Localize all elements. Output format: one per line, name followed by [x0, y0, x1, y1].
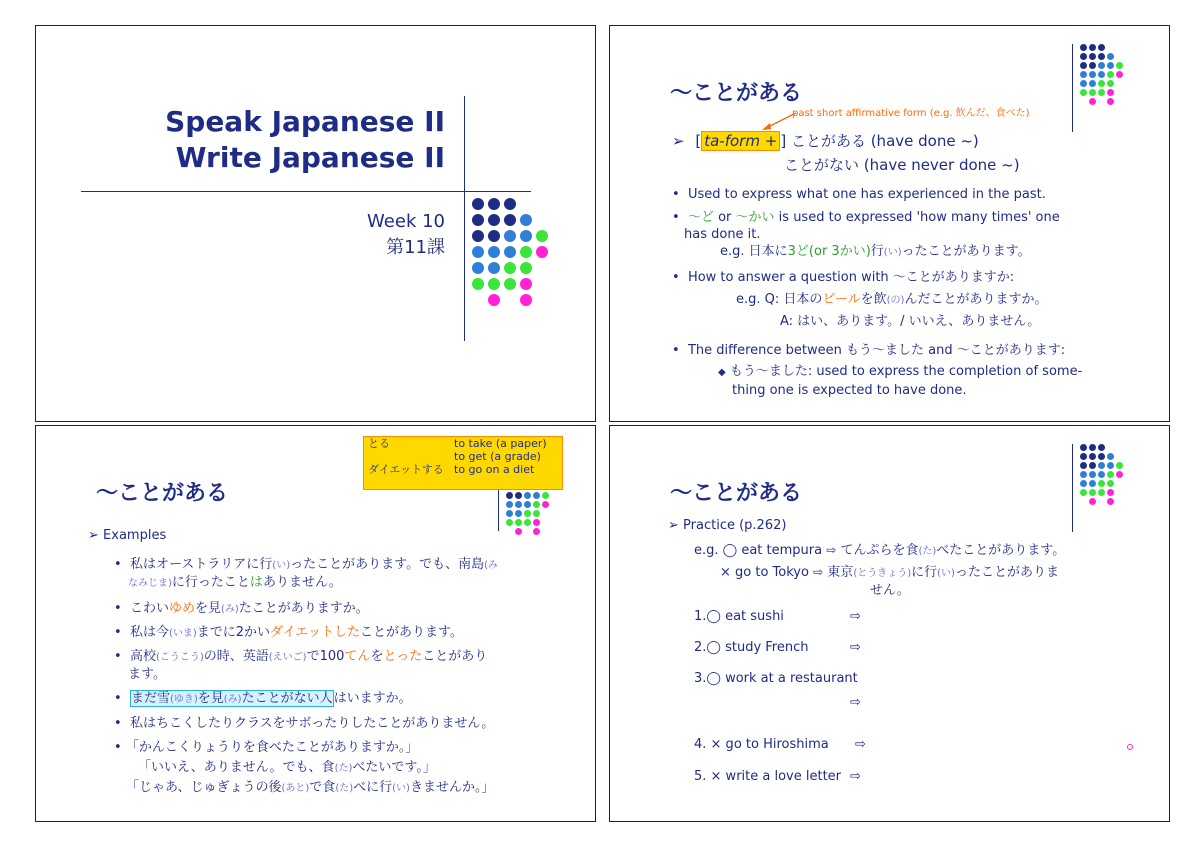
furigana: (た) [918, 546, 937, 557]
ta-form-label: ta-form [704, 132, 760, 150]
bullet-2-cont: has done it. [684, 227, 761, 242]
slide-2-title: ～ことがある [670, 81, 803, 106]
ex1-a: てんぷらを食 [840, 543, 919, 558]
e2-b: ゆめ [168, 601, 195, 616]
decorative-dot [472, 230, 484, 242]
furigana: (あと) [281, 783, 310, 794]
item-1-label: 1.◯ eat sushi [694, 609, 784, 624]
decorative-dot [1089, 462, 1096, 469]
bullet-1: • Used to express what one has experienced in the past. [672, 187, 1046, 202]
decorative-dot [488, 278, 500, 290]
furigana: (た) [334, 763, 353, 774]
furigana: (い) [883, 247, 902, 258]
decorative-dot [1089, 444, 1096, 451]
examples-heading [88, 528, 166, 543]
decorative-dot [515, 492, 522, 499]
slide-1 [35, 25, 596, 422]
bullet-4-sub [718, 363, 1082, 381]
example-row-2-cont: せん。 [870, 583, 910, 598]
bullet-4-text: The difference between もう～ました and ～ことがあります: [687, 343, 1066, 358]
decorative-dot [520, 278, 532, 290]
furigana: なみじま) [128, 578, 172, 589]
ex-part-b: 3ど(or 3かい) [787, 244, 871, 259]
vocab-box [363, 436, 563, 490]
decorative-dot [524, 492, 531, 499]
furigana: (い) [272, 560, 291, 571]
decorative-dot [1107, 489, 1114, 496]
arrow-right-icon: ⇨ [850, 609, 861, 624]
practice-heading [668, 518, 786, 533]
practice-item-5 [694, 768, 841, 785]
slide-3-title: ～ことがある [96, 481, 229, 506]
decorative-dot [504, 230, 516, 242]
decorative-dot [506, 510, 513, 517]
decorative-dot [542, 492, 549, 499]
divider-vertical [464, 96, 465, 341]
e6-text: 私はちこくしたりクラスをサボったりしたことがありません。 [129, 716, 495, 731]
decorative-dot [1080, 44, 1087, 51]
decorative-dot [488, 262, 500, 274]
decorative-dot [488, 198, 500, 210]
decorative-dot [472, 278, 484, 290]
decorative-dot [1080, 453, 1087, 460]
vocab-english: to get (a grade) [454, 450, 541, 463]
example-1: • 私はオーストラリアに行(い)ったことがあります。でも、南島(み [114, 557, 498, 572]
arrow-bullet-icon: ➢ [88, 528, 99, 543]
decorative-dot [536, 230, 548, 242]
e3-d: ことがあります。 [360, 625, 463, 640]
item-4-label: 4. × go to Hiroshima [694, 737, 829, 752]
decorative-dot [1107, 53, 1114, 60]
decorative-dot [1098, 71, 1105, 78]
decorative-dot [533, 528, 540, 535]
ex2-a: 東京 [827, 565, 854, 580]
e1-b: ったことがあります。でも、南島 [290, 557, 485, 572]
e4-d: てん [344, 649, 371, 664]
e4-c: で100 [306, 649, 345, 664]
example-4-cont: ます。 [128, 667, 166, 682]
arrow-right-icon: ⇨ [826, 543, 837, 557]
bullet-4: • The difference between もう～ました and ～ことがあります: [672, 343, 1066, 358]
plus-label: + [764, 132, 778, 150]
decorative-dot [533, 519, 540, 526]
decorative-dot [515, 519, 522, 526]
item-3-label: 3.◯ work at a restaurant [694, 671, 858, 686]
or-word: or [713, 210, 736, 225]
decorative-dot [1107, 453, 1114, 460]
e3-b: までに2かい [196, 625, 271, 640]
vocab-row [364, 463, 562, 476]
example-7-line2 [138, 759, 436, 777]
decorative-dot [504, 262, 516, 274]
decorative-dot [1098, 53, 1105, 60]
decorative-dot [1107, 89, 1114, 96]
beer-word: ビール [822, 292, 861, 307]
example-row-2 [720, 564, 1059, 582]
e4-f: とった [383, 649, 423, 664]
title-line-1: Speak Japanese II [165, 105, 445, 138]
decorative-dot [1107, 471, 1114, 478]
decorative-dot [1098, 444, 1105, 451]
decorative-dot [533, 501, 540, 508]
decorative-dot [1080, 53, 1087, 60]
practice-item-4 [694, 736, 829, 753]
furigana: (い) [392, 783, 410, 794]
decorative-dot [1107, 80, 1114, 87]
e1-c: に行ったこと [171, 575, 250, 590]
divider-vertical [1072, 444, 1073, 532]
e4-a: 高校 [129, 649, 156, 664]
q-part-a: e.g. Q: 日本の [736, 292, 823, 307]
vocab-english: to take (a paper) [454, 437, 547, 450]
e3-c: ダイエットした [270, 625, 361, 640]
decorative-dot [472, 214, 484, 226]
decorative-dot [1098, 462, 1105, 469]
decorative-dot [1080, 471, 1087, 478]
slide-4-title: ～ことがある [670, 481, 803, 506]
decorative-dot [1089, 71, 1096, 78]
week-label: Week 10 [367, 211, 445, 232]
kai-counter: ～かい [735, 210, 775, 225]
example-1-cont [128, 574, 342, 592]
decorative-dot [524, 501, 531, 508]
furigana: (とうきょう) [853, 568, 912, 579]
decorative-dot [1107, 462, 1114, 469]
decorative-dot [520, 230, 532, 242]
ex-part-d: ったことがあります。 [901, 244, 1031, 259]
decorative-dot [1089, 98, 1096, 105]
ex1-label: e.g. ◯ eat tempura [694, 543, 823, 558]
vocab-row [364, 450, 562, 463]
bullet-3: • How to answer a question with ～ことがありますか: [672, 270, 1015, 285]
question-row [736, 291, 1047, 309]
bullet-1-text: Used to express what one has experienced in the past. [687, 187, 1046, 202]
note-arrow [760, 110, 800, 132]
e7-3c: べに行 [353, 780, 393, 795]
furigana: (こうこう) [155, 652, 204, 663]
item-2-label: 2.◯ study French [694, 640, 809, 655]
vocab-list [364, 437, 562, 476]
decorative-dot [1089, 480, 1096, 487]
furigana: (い) [937, 568, 955, 579]
furigana: (み [484, 560, 498, 571]
vocab-japanese: とる [368, 437, 390, 450]
vocab-english: to go on a diet [454, 463, 535, 476]
example-3: • 私は今(いま)までに2かいダイエットしたことがあります。 [114, 625, 463, 640]
decorative-dot [1089, 489, 1096, 496]
arrow-right-icon: ⇨ [850, 640, 861, 655]
e5-b: を見 [197, 691, 224, 706]
q-part-c: を飲 [860, 292, 887, 307]
decorative-dot [1107, 98, 1114, 105]
vocab-japanese: ダイエットする [368, 463, 444, 476]
sub-text-1: もう～ました: used to express the completion of some- [729, 364, 1083, 379]
decorative-dot [504, 278, 516, 290]
e7-3a: 「じゃあ、じゅぎょうの後 [126, 780, 282, 795]
bullet-4-sub-cont: thing one is expected to have done. [732, 383, 967, 398]
q-part-d: んだことがありますか。 [904, 292, 1048, 307]
arrow-bullet-icon: ➢ [672, 132, 685, 150]
furigana: (いま) [168, 628, 197, 639]
title-line-2: Write Japanese II [175, 141, 445, 174]
decorative-dot [506, 492, 513, 499]
decorative-dot [1098, 62, 1105, 69]
e4-b: の時、英語 [203, 649, 269, 664]
ex2-c: ったことがありま [954, 565, 1059, 580]
vocab-japanese [368, 450, 454, 463]
decorative-dot [488, 294, 500, 306]
e2-c: を見 [194, 601, 221, 616]
decorative-dot [533, 510, 540, 517]
decorative-dot [1116, 62, 1123, 69]
decorative-dot [515, 501, 522, 508]
e4-e: を [370, 649, 384, 664]
pattern-row: ➢ [ ta-form + ] ことがある (have done ~) [672, 132, 979, 150]
furigana: (た) [335, 783, 354, 794]
e2-a: こわい [129, 601, 169, 616]
example-7: • 「かんこくりょうりを食べたことがありますか。」 [114, 740, 419, 755]
e1-a: 私はオーストラリアに行 [129, 557, 273, 572]
example-4: • 高校(こうこう)の時、英語(えいご)で100てんをとったことがあり [114, 649, 488, 664]
examples-label: Examples [103, 528, 167, 543]
answer-row: A: はい、あります。/ いいえ、ありません。 [780, 314, 1041, 329]
e7-3d: きませんか。」 [409, 780, 495, 795]
decorative-dot [1089, 62, 1096, 69]
decorative-dot [1107, 62, 1114, 69]
arrow-right-icon: ⇨ [813, 565, 824, 579]
decorative-dot [1080, 62, 1087, 69]
e1-d: は [249, 575, 263, 590]
furigana: (の) [886, 295, 905, 306]
decorative-dot [515, 528, 522, 535]
decorative-dot [488, 246, 500, 258]
diamond-bullet-icon: ◆ [718, 367, 726, 378]
e7-3b: で食 [309, 780, 336, 795]
e5-c: たことがない人 [241, 691, 333, 706]
decorative-dot [1116, 71, 1123, 78]
decorative-dot [515, 510, 522, 517]
furigana: (み) [223, 694, 242, 705]
example-row-1 [694, 542, 1065, 560]
example-6: • 私はちこくしたりクラスをサボったりしたことがありません。 [114, 716, 495, 731]
e4-g: ことがあり [422, 649, 488, 664]
slide-3 [35, 425, 596, 822]
decorative-dot [520, 246, 532, 258]
do-counter: ～ど [687, 210, 714, 225]
decorative-dot [1098, 80, 1105, 87]
decorative-dot [1080, 480, 1087, 487]
decorative-dot [1107, 480, 1114, 487]
decorative-dot [1089, 53, 1096, 60]
decorative-dot [536, 246, 548, 258]
e1-e: ありません。 [262, 575, 342, 590]
e5-a: まだ雪 [130, 691, 170, 706]
decorative-dot [504, 198, 516, 210]
small-circle-mark [1127, 744, 1133, 750]
decorative-dot [1089, 498, 1096, 505]
lesson-label: 第11課 [386, 237, 445, 258]
e7-2b: べたいです。」 [352, 760, 436, 775]
decorative-dot [1080, 444, 1087, 451]
decorative-dot [1089, 80, 1096, 87]
bullet-2-example [720, 243, 1031, 261]
decorative-dot [520, 262, 532, 274]
arrow-right-icon: ⇨ [850, 769, 861, 784]
decorative-dot [520, 294, 532, 306]
pattern-negative: ことがない (have never done ~) [784, 156, 1020, 174]
decorative-dot [504, 246, 516, 258]
bullet-2-text: is used to expressed 'how many times' one [774, 210, 1060, 225]
decorative-dot [1098, 471, 1105, 478]
week-info [367, 209, 445, 261]
ex1-b: べたことがあります。 [936, 543, 1066, 558]
decorative-dot [520, 214, 532, 226]
e2-d: たことがありますか。 [238, 601, 369, 616]
divider-vertical [1072, 44, 1073, 132]
bullet-3-text: How to answer a question with ～ことがありますか: [687, 270, 1015, 285]
decorative-dot [1089, 89, 1096, 96]
e7-line1: 「かんこくりょうりを食べたことがありますか。」 [125, 740, 419, 755]
decorative-dot [533, 492, 540, 499]
decorative-dot [524, 510, 531, 517]
bullet-2: • ～ど or ～かい is used to expressed 'how many times' one [672, 210, 1060, 225]
decorative-dot [1080, 489, 1087, 496]
ex2-b: に行 [911, 565, 938, 580]
decorative-dot [472, 246, 484, 258]
decorative-dot [1089, 453, 1096, 460]
pattern-affirmative: ことがある (have done ~) [790, 132, 979, 150]
decorative-dot [1089, 471, 1096, 478]
decorative-dot [1080, 462, 1087, 469]
decorative-dot [506, 519, 513, 526]
slide-2 [609, 25, 1170, 422]
decorative-dot [1089, 44, 1096, 51]
decorative-dot [472, 262, 484, 274]
item-5-label: 5. × write a love letter [694, 769, 842, 784]
practice-item-3 [694, 670, 858, 687]
decorative-dot [1080, 71, 1087, 78]
decorative-dot [504, 214, 516, 226]
decorative-dot [1098, 453, 1105, 460]
decorative-dot [1080, 89, 1087, 96]
e3-a: 私は今 [129, 625, 169, 640]
ex-part-a: e.g. 日本に [720, 244, 788, 259]
decorative-dot [1116, 471, 1123, 478]
ta-form-note: past short affirmative form (e.g. 飲んだ、食べた) [792, 108, 1030, 119]
vocab-row [364, 437, 562, 450]
ex2-label: × go to Tokyo [720, 565, 809, 580]
decorative-dot [1116, 462, 1123, 469]
decorative-dot [1107, 71, 1114, 78]
example-2: • こわいゆめを見(み)たことがありますか。 [114, 601, 369, 616]
decorative-dot [542, 501, 549, 508]
arrow-right-icon: ⇨ [850, 695, 861, 710]
decorative-dot [488, 214, 500, 226]
decorative-dot [1098, 480, 1105, 487]
decorative-dot [506, 501, 513, 508]
decorative-dot [1098, 489, 1105, 496]
decorative-dot [1080, 80, 1087, 87]
slide-4 [609, 425, 1170, 822]
decorative-dot [524, 519, 531, 526]
decorative-dot [1098, 89, 1105, 96]
example-7-line3 [126, 779, 494, 797]
arrow-right-icon: ⇨ [855, 737, 866, 752]
example-5: • まだ雪(ゆき)を見(み)たことがない人はいますか。 [114, 691, 412, 706]
furigana: (えいご) [268, 652, 307, 663]
decorative-dot [1107, 498, 1114, 505]
slide-1-title [165, 104, 445, 176]
practice-label: Practice (p.262) [683, 518, 787, 533]
practice-item-1 [694, 608, 784, 625]
decorative-dot [1098, 44, 1105, 51]
furigana: (み) [220, 604, 239, 615]
furigana: (ゆき) [169, 694, 198, 705]
arrow-bullet-icon: ➢ [668, 518, 679, 533]
decorative-dot [488, 230, 500, 242]
practice-item-2 [694, 639, 809, 656]
e5-d: はいますか。 [333, 691, 412, 706]
decorative-dot [472, 198, 484, 210]
e7-2a: 「いいえ、ありません。でも、食 [138, 760, 335, 775]
ex-part-c: 行 [870, 244, 884, 259]
